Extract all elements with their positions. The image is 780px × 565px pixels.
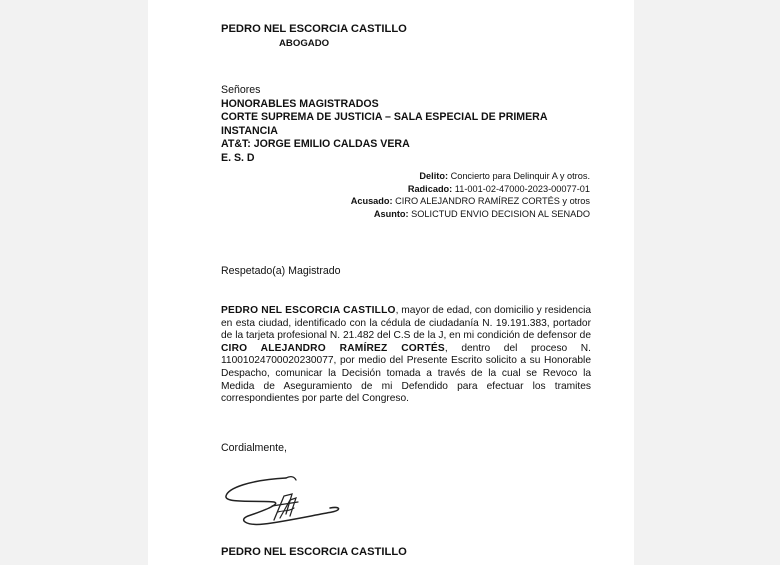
acusado-value: CIRO ALEJANDRO RAMÍREZ CORTÉS y otros <box>395 196 590 207</box>
body-author: PEDRO NEL ESCORCIA CASTILLO <box>221 305 396 316</box>
reference-block <box>351 170 590 220</box>
recipient-line-3: INSTANCIA <box>221 124 278 137</box>
recipient-salutation: Señores <box>221 84 261 96</box>
recipient-line-4: AT&T: JORGE EMILIO CALDAS VERA <box>221 138 410 151</box>
body-part-2: , dentro del proceso N. 11001024700020230077, por medio del Presente Escrito solicito a su Honorable Despacho, comunicar la Decisión tomada a través de la cual se Revoco la Medida de Aseguramiento de mi Defendido para efectuar los tramites correspondientes por parte del Congreso. <box>221 342 591 405</box>
reference-delito <box>351 170 590 183</box>
recipient-line-1: HONORABLES MAGISTRADOS <box>221 97 379 110</box>
letterhead-name: PEDRO NEL ESCORCIA CASTILLO <box>221 23 407 35</box>
acusado-label: Acusado: <box>350 196 393 207</box>
body-part-1: , mayor de edad, con domicilio y residencia en esta ciudad, identificado con la cédula de ciudadanía N. 19.191.383, portador de la tarjeta profesional N. 21.482 del C.S de la J, en mi condición de defensor de <box>221 305 591 342</box>
reference-asunto <box>351 208 590 221</box>
closing: Cordialmente, <box>221 442 287 454</box>
recipient-line-2: CORTE SUPREMA DE JUSTICIA – SALA ESPECIAL DE PRIMERA <box>221 111 548 124</box>
delito-label: Delito: <box>419 171 449 181</box>
radicado-label: Radicado: <box>407 183 453 194</box>
letterhead-title: ABOGADO <box>279 38 330 49</box>
delito-value: Concierto para Delinquir A y otros. <box>450 171 590 181</box>
reference-radicado <box>351 183 590 196</box>
radicado-value: 11-001-02-47000-2023-00077-01 <box>454 183 590 194</box>
greeting: Respetado(a) Magistrado <box>221 265 341 277</box>
asunto-value: SOLICTUD ENVIO DECISION AL SENADO <box>411 208 590 219</box>
recipient-line-5: E. S. D <box>221 151 255 164</box>
document-page <box>148 0 634 565</box>
recipient-block <box>221 84 548 166</box>
signature-name: PEDRO NEL ESCORCIA CASTILLO <box>221 546 407 558</box>
body-defendant: CIRO ALEJANDRO RAMÍREZ CORTÉS <box>221 342 445 354</box>
asunto-label: Asunto: <box>373 208 409 219</box>
reference-acusado <box>351 195 590 208</box>
body-paragraph <box>221 305 591 406</box>
signature-icon <box>220 466 350 536</box>
